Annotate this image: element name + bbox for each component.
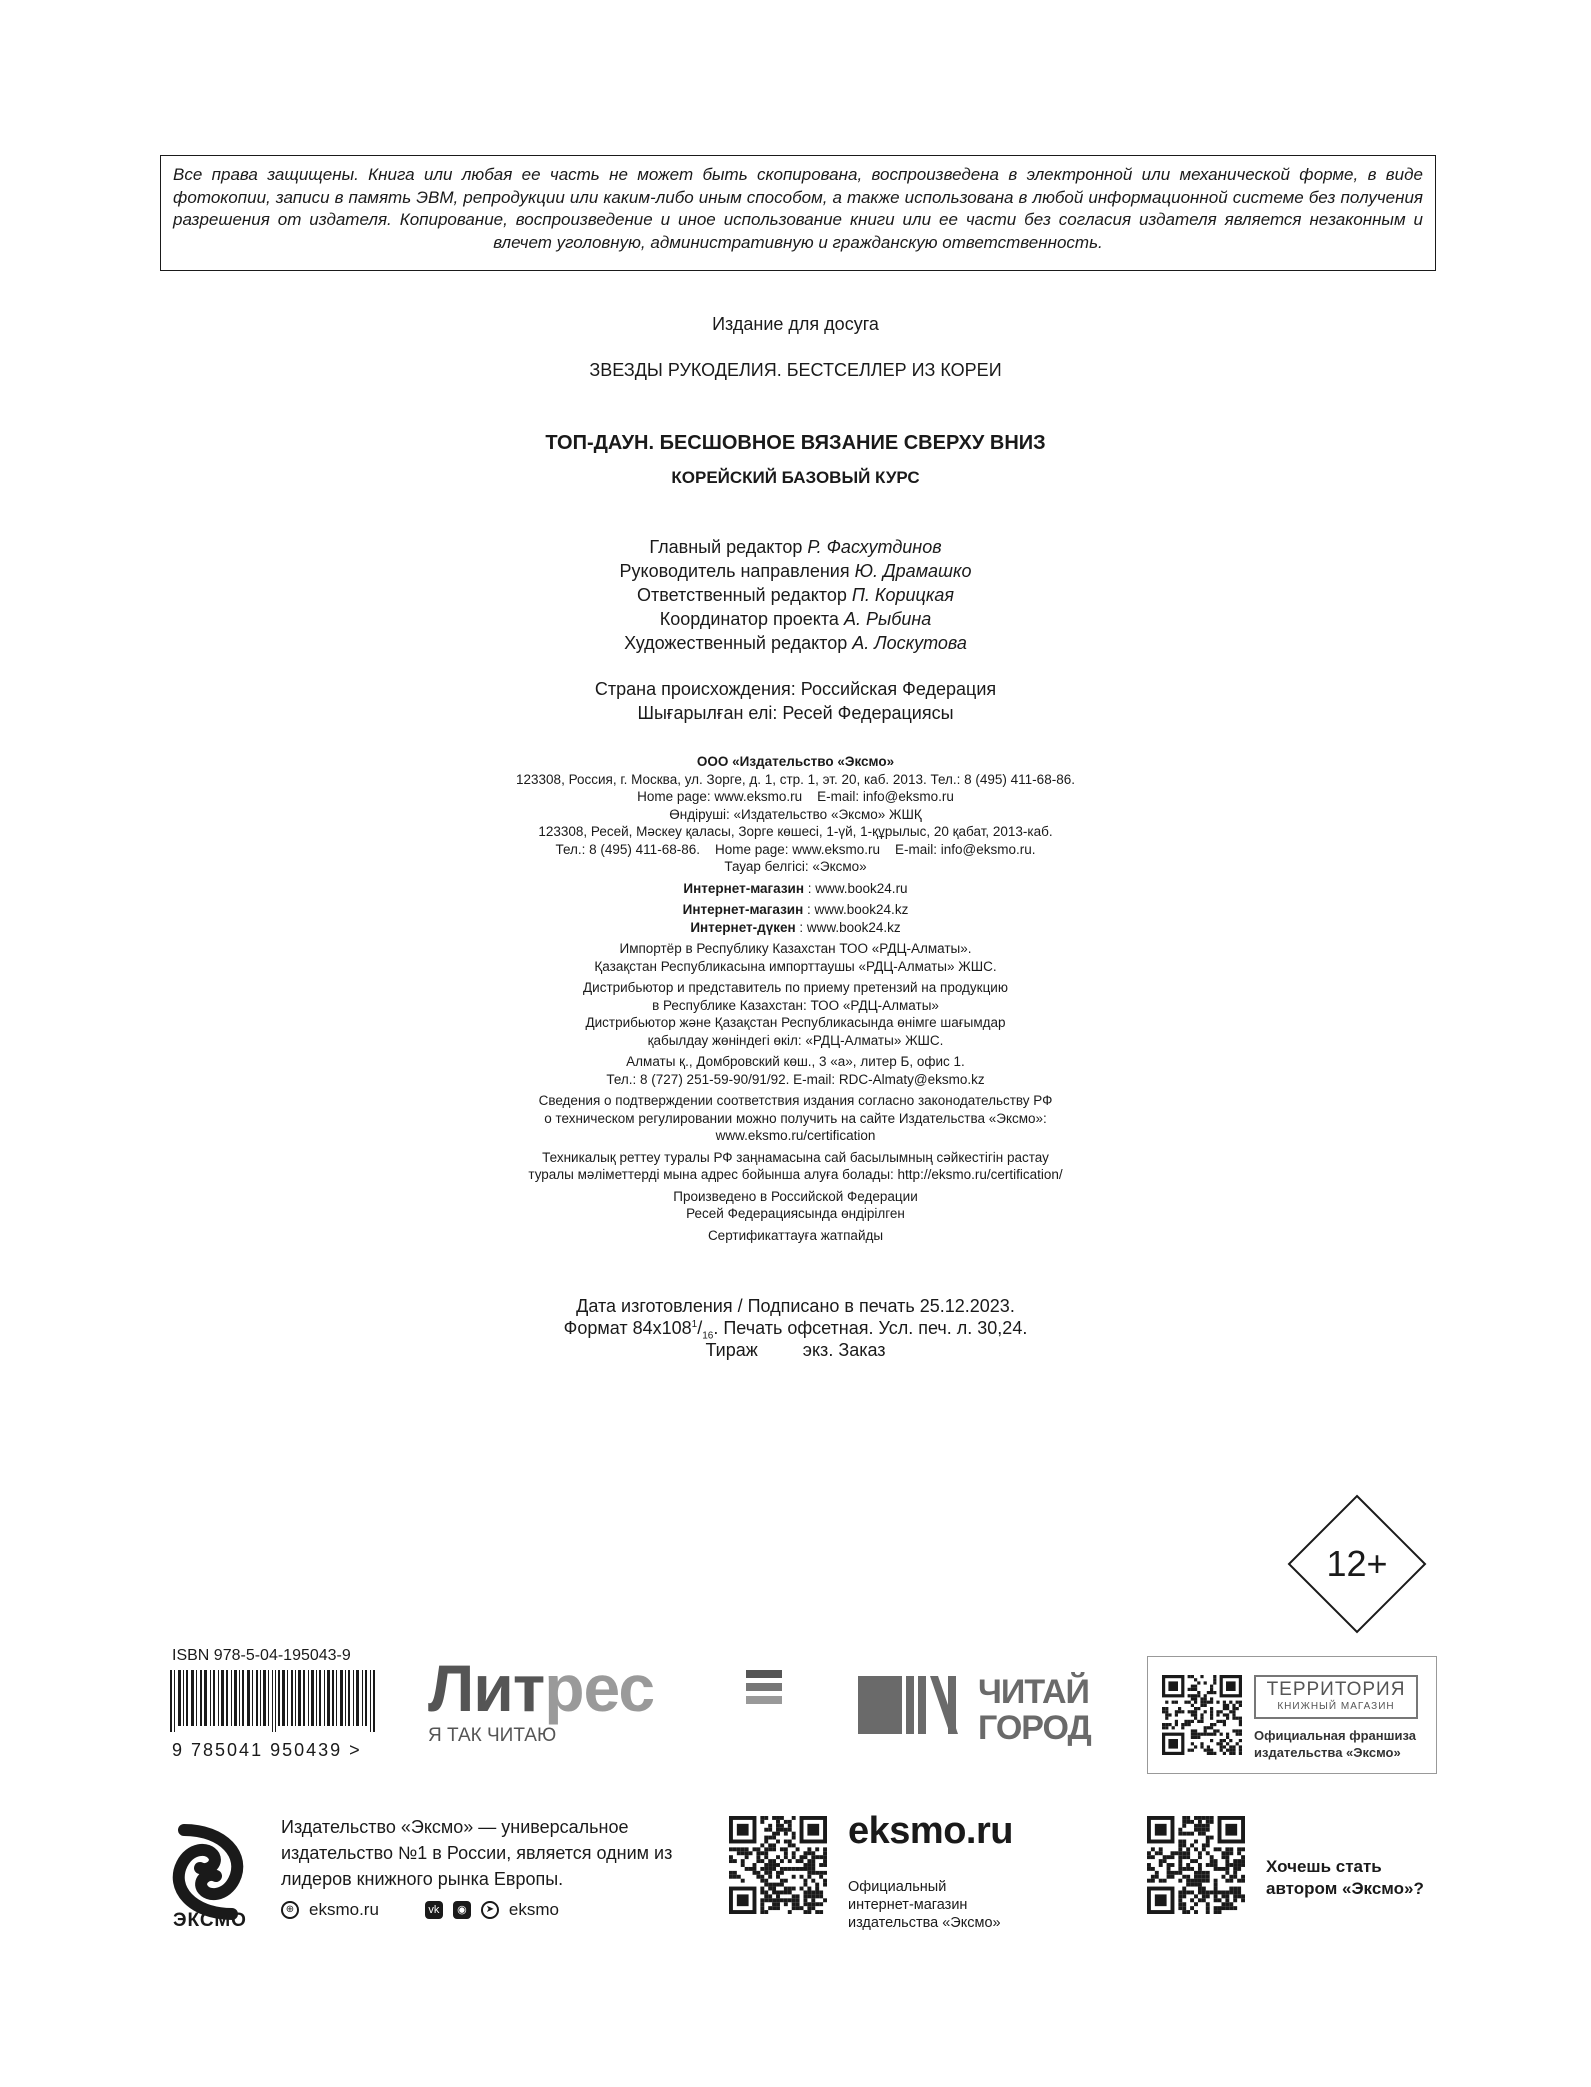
credit-line: Координатор проекта А. Рыбина	[659, 609, 932, 629]
eksmo-links	[281, 1900, 559, 1920]
series-name: ЗВЕЗДЫ РУКОДЕЛИЯ. БЕСТСЕЛЛЕР ИЗ КОРЕИ	[589, 360, 1002, 380]
age-rating-badge	[1287, 1494, 1427, 1634]
credit-line: Руководитель направления Ю. Драмашко	[619, 561, 972, 581]
vk-icon[interactable]: vk	[425, 1901, 443, 1919]
publisher-info: ООО «Издательство «Эксмо» 123308, Россия, г. Москва, ул. Зорге, д. 1, стр. 1, эт. 20, каб. 2013. Тел.: 8 (495) 411-68-86. Home page: www.eksmo.ru E-mail: info@eksmo.ru Өндіруші: «Издательство «Эксмо» ЖШҚ 123308, Ресей, Мәскеу қаласы, Зорге көшесі, 1-үй, 1-құрылыс, 20 қабат, 2013-каб. Тел.: 8 (495) 411-68-86. Home page: www.eksmo.ru E-mail: info@eksmo.ru. Тауар белгісі: «Эксмо» Интернет-магазин : www.book24.ru Интернет-магазин : www.book24.kz Интернет-дүкен : www.book24.kz Импортёр в Республику Казахстан ТОО «РДЦ-Алматы». Қазақстан Республикасына импорттаушы «РДЦ-Алматы» ЖШС. Дистрибьютор и представитель по приему претензий на продукцию в Республике Казахстан: ТОО «РДЦ-Алматы» Дистрибьютор және Қазақстан Республикасында өнімге шағымдар қабылдау жөніндегі өкіл: «РДЦ-Алматы» ЖШС. Алматы қ., Домбровский көш., 3 «а», литер Б, офис 1. Тел.: 8 (727) 251-59-90/91/92. E-mail: RDC-Almaty@eksmo.kz Сведения о подтверждении соответствия издания согласно законодательству РФ о техническом регулировании можно получить на сайте Издательства «Эксмо»: www.eksmo.ru/certification Техникалық реттеу туралы РФ заңнамасына сай басылымның сәйкестігін растау туралы мәліметтерді мына адрес бойынша алуға болады: http://eksmo.ru/certification/ Произведено в Российской Федерации Ресей Федерациясында өндірілген Сертификаттауға жатпайды	[516, 754, 1075, 1243]
book-subtitle: КОРЕЙСКИЙ БАЗОВЫЙ КУРС	[671, 468, 920, 487]
credit-line: Ответственный редактор П. Корицкая	[637, 585, 954, 605]
eksmo-logo-text: ЭКСМО	[173, 1910, 247, 1931]
become-author-text: Хочешь стать автором «Эксмо»?	[1266, 1857, 1424, 1898]
credit-line: Главный редактор Р. Фасхутдинов	[649, 537, 942, 557]
territory-logo: ТЕРРИТОРИЯ КНИЖНЫЙ МАГАЗИН	[1254, 1675, 1418, 1719]
isbn: ISBN 978-5-04-195043-9	[172, 1647, 351, 1664]
site-link[interactable]: eksmo.ru	[309, 1900, 379, 1919]
eksmo-store-qr-code[interactable]	[729, 1816, 827, 1919]
ok-icon[interactable]: ◉	[453, 1901, 471, 1919]
telegram-icon[interactable]: ➤	[481, 1901, 499, 1919]
chitai-gorod-book-icon	[858, 1670, 968, 1740]
book-title: ТОП-ДАУН. БЕСШОВНОЕ ВЯЗАНИЕ СВЕРХУ ВНИЗ	[545, 432, 1046, 454]
chitai-gorod-logo	[858, 1670, 1108, 1750]
credit-line: Художественный редактор А. Лоскутова	[624, 633, 967, 653]
rights-notice: Все права защищены. Книга или любая ее часть не может быть скопирована, воспроизведена в электронной или механической форме, в виде фотокопии, записи в память ЭВМ, репродукции или каким-либо иным способом, а также использована в любой информационной системе без получения разрешения от издателя. Копирование, воспроизведение и иное использование книги или ее части без согласия издателя является незаконным и влечет уголовную, административную и гражданскую ответственность.	[160, 155, 1436, 271]
chitai-gorod-wordmark: ЧИТАЙ ГОРОД	[978, 1673, 1091, 1747]
litres-tagline: Я ТАК ЧИТАЮ	[428, 1725, 557, 1746]
territory-qr-code[interactable]	[1162, 1675, 1242, 1760]
become-author-qr-code[interactable]	[1147, 1816, 1245, 1919]
litres-bars-icon	[746, 1670, 782, 1704]
eksmo-store-site[interactable]: eksmo.ru	[848, 1810, 1013, 1852]
eksmo-store-note: Официальный интернет-магазин издательства «Эксмо»	[848, 1879, 1001, 1931]
svg-text:12+: 12+	[1326, 1543, 1388, 1584]
print-info: Дата изготовления / Подписано в печать 25.12.2023. Формат $84x108^1/_{16}$. Печать офсетная. Усл. печ. л. 30,24. Тираж экз. Заказ	[563, 1296, 1028, 1360]
eksmo-about: Издательство «Эксмо» — универсальное издательство №1 в России, является одним из лидеров книжного рынка Европы.	[281, 1817, 673, 1889]
territory-note: Официальная франшиза издательства «Эксмо»	[1254, 1728, 1416, 1760]
barcode-number: 9 785041 950439 >	[172, 1740, 362, 1760]
barcode	[170, 1670, 380, 1732]
edition-type: Издание для досуга	[712, 314, 879, 334]
territory-box	[1147, 1656, 1437, 1774]
origin: Страна происхождения: Российская Федерация Шығарылған елі: Ресей Федерациясы	[594, 679, 997, 723]
litres-wordmark: Литрес	[428, 1651, 655, 1725]
litres-logo	[428, 1650, 808, 1750]
social-handle[interactable]: eksmo	[508, 1900, 559, 1919]
credits	[0, 535, 1591, 655]
globe-icon: ⊕	[281, 1901, 299, 1919]
